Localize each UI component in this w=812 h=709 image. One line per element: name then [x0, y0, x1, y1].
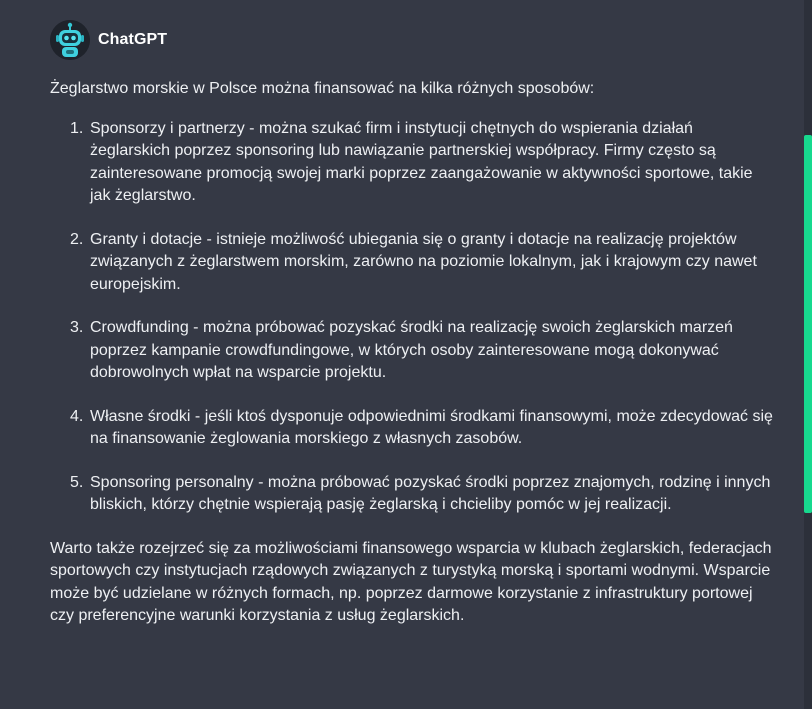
funding-list [50, 118, 776, 517]
message-header [50, 20, 167, 60]
list-item-text: Sponsorzy i partnerzy - można szukać firm i instytucji chętnych do wspierania działań żeglarskich poprzez sponsoring lub nawiązanie partnerskiej współpracy. Firmy często są zainteresowane promocją swojej marki poprzez zaangażowanie w aktywności sportowe, takie jak żeglarstwo. [90, 119, 753, 204]
list-item-number: 3. [70, 319, 84, 336]
list-item [70, 118, 776, 208]
message-intro: Żeglarstwo morskie w Polsce można finansować na kilka różnych sposobów: [50, 80, 595, 97]
scrollbar-track[interactable] [804, 0, 812, 709]
list-item [70, 406, 776, 451]
message-body [50, 78, 776, 628]
robot-avatar-icon [50, 20, 90, 60]
list-item-number: 2. [70, 230, 84, 248]
list-item [70, 472, 776, 517]
message-closing: Warto także rozejrzeć się za możliwościami finansowego wsparcia w klubach żeglarskich, federacjach sportowych czy instytucjach rządowych związanych z turystyką morską i sportami wodnymi. Wsparcie może być udzielane w różnych formach, np. poprzez darmowe korzystanie z infrastruktury portowej czy preferencyjne warunki korzystania z usług żeglarskich. [50, 539, 772, 624]
scrollbar-thumb[interactable] [804, 135, 812, 513]
list-item [70, 229, 776, 297]
list-item-text: Własne środki - jeśli ktoś dysponuje odpowiednimi środkami finansowymi, może zdecydować się na finansowanie żeglowania morskiego z własnych zasobów. [90, 407, 773, 447]
list-item [70, 317, 776, 385]
list-item-text: Granty i dotacje - istnieje możliwość ubiegania się o granty i dotacje na realizację projektów związanych z żeglarstwem morskim, zarówno na poziomie lokalnym, jak i krajowym czy nawet europejskim. [90, 230, 757, 293]
list-item-number: 5. [70, 473, 84, 491]
list-item-text: Crowdfunding - można próbować pozyskać środki na realizację swoich żeglarskich marzeń poprzez kampanie crowdfundingowe, w których osoby zainteresowane mogą dokonywać dobrowolnych wpłat na wsparcie projektu. [90, 319, 733, 381]
list-item-text: Sponsoring personalny - można próbować pozyskać środki poprzez znajomych, rodzinę i innych bliskich, którzy chętnie wspierają pasję żeglarską i chcieliby pomóc w jej realizacji. [90, 473, 771, 513]
sender-name: ChatGPT [98, 31, 168, 48]
list-item-number: 4. [70, 407, 84, 425]
list-item-number: 1. [70, 119, 84, 137]
